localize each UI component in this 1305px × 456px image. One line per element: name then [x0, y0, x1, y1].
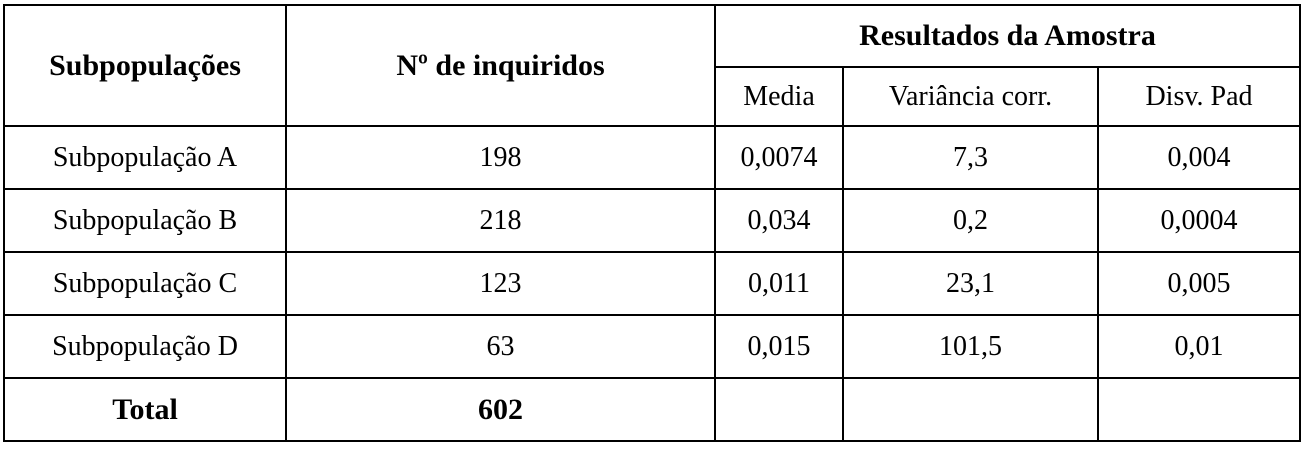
- header-variance: Variância corr.: [843, 67, 1098, 126]
- row-variance: 0,2: [843, 189, 1098, 252]
- row-respondents: 218: [286, 189, 715, 252]
- header-sample-results: Resultados da Amostra: [715, 5, 1300, 67]
- table-row: [4, 126, 1300, 189]
- table-row: [4, 315, 1300, 378]
- header-row: [4, 5, 1300, 67]
- row-variance: 101,5: [843, 315, 1098, 378]
- row-respondents: 198: [286, 126, 715, 189]
- row-respondents: 123: [286, 252, 715, 315]
- row-std-dev: 0,005: [1098, 252, 1300, 315]
- row-name: Subpopulação C: [4, 252, 286, 315]
- table-row: [4, 252, 1300, 315]
- row-respondents: 63: [286, 315, 715, 378]
- row-std-dev: 0,0004: [1098, 189, 1300, 252]
- total-respondents: 602: [286, 378, 715, 441]
- total-variance: [843, 378, 1098, 441]
- results-table: [3, 4, 1301, 442]
- row-name: Subpopulação D: [4, 315, 286, 378]
- header-respondents: Nº de inquiridos: [286, 5, 715, 126]
- row-name: Subpopulação B: [4, 189, 286, 252]
- total-mean: [715, 378, 843, 441]
- header-subpopulations: Subpopulações: [4, 5, 286, 126]
- row-mean: 0,0074: [715, 126, 843, 189]
- row-name: Subpopulação A: [4, 126, 286, 189]
- row-std-dev: 0,004: [1098, 126, 1300, 189]
- row-variance: 23,1: [843, 252, 1098, 315]
- table-row: [4, 189, 1300, 252]
- total-label: Total: [4, 378, 286, 441]
- row-mean: 0,034: [715, 189, 843, 252]
- row-variance: 7,3: [843, 126, 1098, 189]
- header-std-dev: Disv. Pad: [1098, 67, 1300, 126]
- total-std-dev: [1098, 378, 1300, 441]
- row-mean: 0,015: [715, 315, 843, 378]
- row-std-dev: 0,01: [1098, 315, 1300, 378]
- total-row: [4, 378, 1300, 441]
- header-mean: Media: [715, 67, 843, 126]
- row-mean: 0,011: [715, 252, 843, 315]
